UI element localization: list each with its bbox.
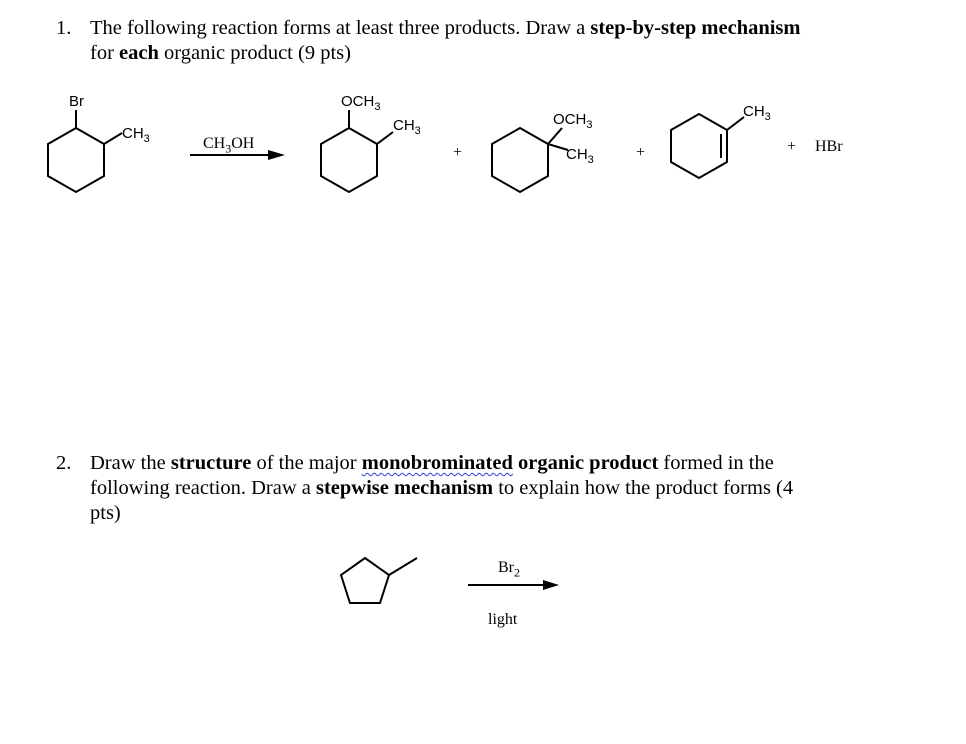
product-2-ch3-label: $CH_3$ [566, 146, 594, 167]
q1-line1-text: The following reaction forms at least three products. Draw a [90, 17, 591, 39]
question-2-number: 2. [56, 452, 72, 474]
cyclopentane-ring [341, 558, 389, 603]
product-3-ch3-bond [727, 117, 744, 130]
product-1-structure [321, 110, 393, 192]
product-3-structure [671, 114, 744, 178]
q2-l1-d: monobrominated [361, 452, 513, 474]
plus-sign-3: + [787, 138, 797, 155]
br2-reagent-label: $Br_2$ [498, 559, 520, 580]
product-2-och3-label: $OCH_3$ [553, 111, 593, 132]
question-1-number: 1. [56, 17, 72, 39]
arrow-2-head [543, 580, 559, 590]
q1-line1-bold: step-by-step mechanism [590, 17, 801, 39]
product-2-ch3-bond [548, 144, 568, 150]
q2-l1-a: Draw the [90, 452, 171, 474]
product-1-och3-label: $OCH_3$ [341, 93, 381, 114]
product-3-ring [671, 114, 727, 178]
reactant-structure [48, 110, 122, 192]
hbr-label: HBr [815, 138, 843, 155]
q2-l2-b: stepwise mechanism [316, 477, 494, 499]
q2-l2-c: to explain how the product forms (4 [493, 477, 794, 499]
reactant-br-label: Br [69, 93, 84, 110]
methyl-bond [389, 558, 417, 575]
reactant-ch3-bond [104, 133, 122, 144]
arrow-1-head [268, 150, 285, 160]
q2-l1-b: structure [170, 452, 252, 474]
product-1-ring [321, 128, 377, 192]
methylcyclopentane-structure [341, 558, 417, 603]
q1-line2-bold: each [119, 42, 159, 64]
light-condition-label: light [488, 611, 518, 628]
reactant-ring [48, 128, 104, 192]
product-2-structure [492, 128, 568, 192]
product-1-ch3-label: $CH_3$ [393, 117, 421, 138]
product-2-ring [492, 128, 548, 192]
q2-l1-f: formed in the [658, 452, 774, 474]
q2-l1-e: organic product [512, 452, 659, 474]
q1-line2-pre: for [90, 42, 120, 64]
q2-l1-c: of the major [251, 452, 362, 474]
product-3-ch3-label: $CH_3$ [743, 103, 771, 124]
plus-sign-1: + [453, 144, 463, 161]
q1-line2-post: organic product (9 pts) [158, 42, 351, 64]
q2-l2-a: following reaction. Draw a [90, 477, 316, 499]
reagent-ch3oh-label: $CH_3OH$ [203, 135, 255, 156]
product-2-och3-bond [548, 128, 562, 144]
reactant-ch3-label: $CH_3$ [122, 125, 150, 146]
product-1-ch3-bond [377, 132, 393, 144]
plus-sign-2: + [636, 144, 646, 161]
question-2-line-3: pts) [90, 502, 121, 524]
